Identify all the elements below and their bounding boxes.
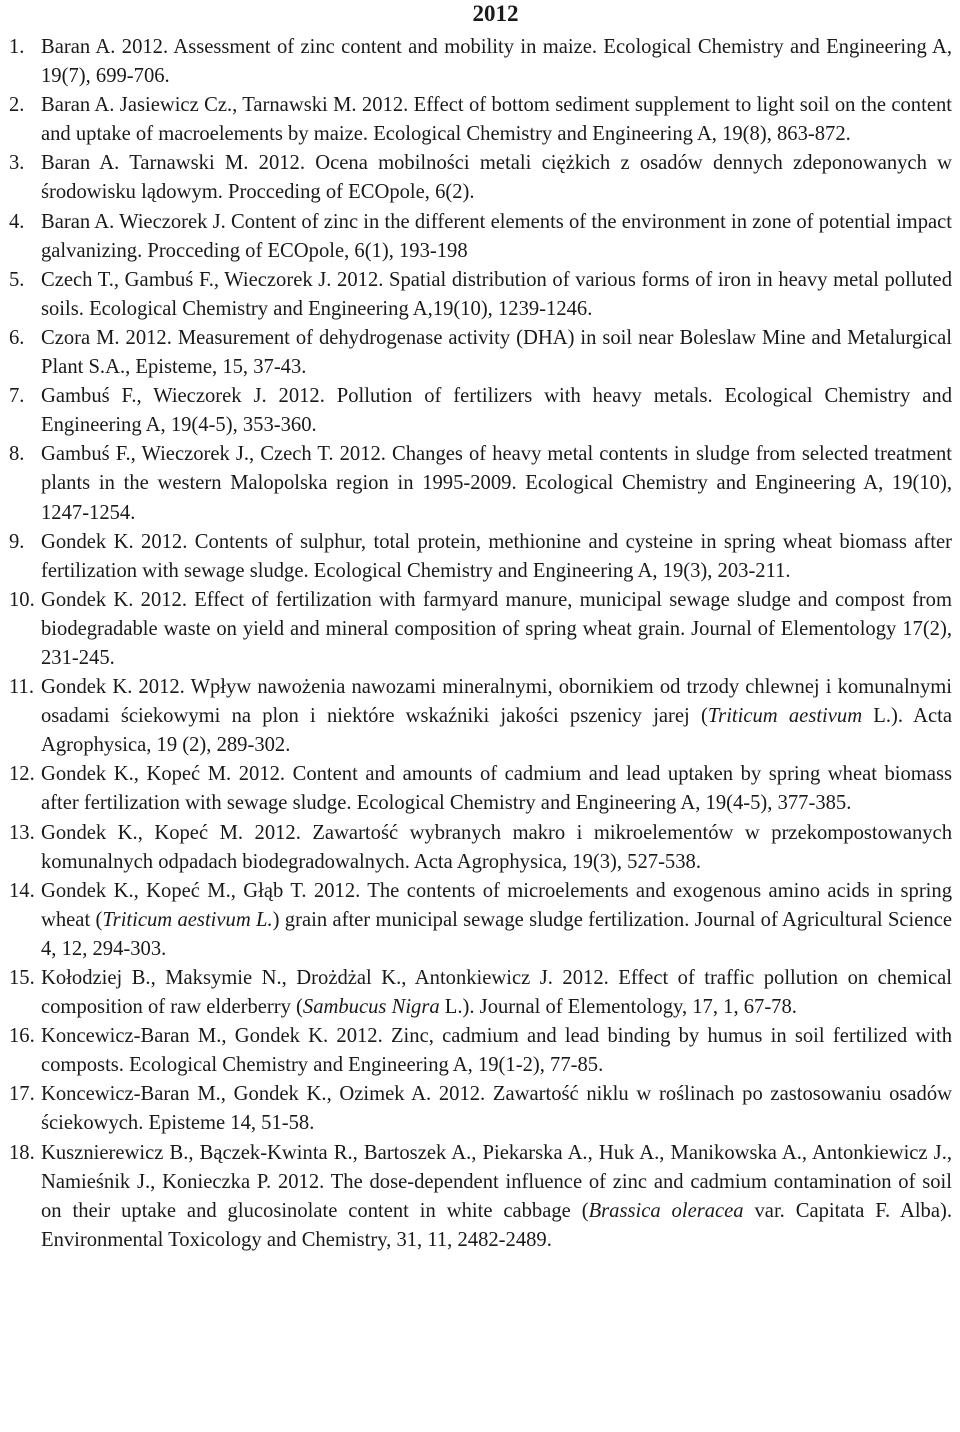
reference-text: Baran A. 2012. Assessment of zinc content and mobility in maize. Ecological Chemistry and Engineering A, 19(7), 699-706. (41, 36, 952, 88)
reference-number: 18. (9, 1141, 35, 1164)
species-name: Sambucus Nigra (302, 996, 440, 1019)
species-name: Triticum aestivum L. (102, 908, 273, 931)
reference-number: 12. (9, 763, 35, 786)
reference-item (9, 382, 952, 440)
reference-text: Koncewicz-Baran M., Gondek K. 2012. Zinc, cadmium and lead binding by humus in soil fertilized with composts. Ecological Chemistry and Engineering A, 19(1-2), 77-85. (41, 1025, 952, 1077)
reference-text: Gambuś F., Wieczorek J., Czech T. 2012. Changes of heavy metal contents in sludge from selected treatment plants in the western Malopolska region in 1995-2009. Ecological Chemistry and Engineering A, 19(10), 1247-1254. (41, 443, 952, 524)
species-name: Brassica oleracea (588, 1199, 744, 1222)
reference-text: Gondek K. 2012. Effect of fertilization with farmyard manure, municipal sewage sludge and compost from biodegradable waste on yield and mineral composition of spring wheat grain. Journal of Elementology 17(2), 231-245. (41, 588, 952, 669)
reference-number: 14. (9, 879, 35, 902)
reference-item (9, 208, 952, 266)
reference-item (9, 440, 952, 527)
reference-item (9, 91, 952, 149)
reference-number: 13. (9, 821, 35, 844)
reference-text-end: L.). Acta Agrophysica, 19 (2), 289-302. (41, 705, 952, 757)
reference-item (9, 964, 952, 1022)
reference-item (9, 266, 952, 324)
reference-text-start: Kołodziej B., Maksymie N., Drożdżal K., Antonkiewicz J. 2012. Effect of traffic pollution on chemical composition of raw elderberry ( (41, 967, 952, 1019)
reference-item (9, 819, 952, 877)
species-name: Triticum aestivum (707, 705, 863, 728)
reference-text: Koncewicz-Baran M., Gondek K., Ozimek A. 2012. Zawartość niklu w roślinach po zastosowaniu osadów ściekowych. Episteme 14, 51-58. (41, 1083, 952, 1135)
reference-item (9, 528, 952, 586)
reference-number: 10. (9, 588, 35, 611)
reference-number: 2. (9, 94, 25, 117)
reference-item (9, 149, 952, 207)
reference-text: Czech T., Gambuś F., Wieczorek J. 2012. Spatial distribution of various forms of iron in heavy metal polluted soils. Ecological Chemistry and Engineering A,19(10), 1239-1246. (41, 268, 952, 320)
reference-item (9, 324, 952, 382)
reference-item (9, 877, 952, 964)
reference-list (9, 33, 952, 1255)
reference-text: Gondek K., Kopeć M. 2012. Zawartość wybranych makro i mikroelementów w przekompostowanych komunalnych odpadach biodegradowalnych. Acta Agrophysica, 19(3), 527-538. (41, 821, 952, 873)
reference-text-start: Gondek K. 2012. Wpływ nawożenia nawozami mineralnymi, obornikiem od trzody chlewnej i komunalnymi osadami ściekowymi na plon i niektóre wskaźniki jakości pszenicy jarej ( (41, 676, 952, 728)
year-heading: 2012 (472, 1, 519, 26)
reference-item (9, 586, 952, 673)
reference-item (9, 1080, 952, 1138)
reference-text: Gambuś F., Wieczorek J. 2012. Pollution of fertilizers with heavy metals. Ecological Chemistry and Engineering A, 19(4-5), 353-360. (41, 385, 952, 437)
reference-text: Gondek K., Kopeć M. 2012. Content and amounts of cadmium and lead uptaken by spring wheat biomass after fertilization with sewage sludge. Ecological Chemistry and Engineering A, 19(4-5), 377-385. (41, 763, 952, 815)
reference-item (9, 1022, 952, 1080)
reference-item (9, 1139, 952, 1255)
reference-item (9, 673, 952, 760)
reference-number: 3. (9, 152, 25, 175)
reference-number: 15. (9, 967, 35, 989)
reference-number: 8. (9, 443, 25, 466)
reference-text-start: Gondek K., Kopeć M., Głąb T. 2012. The contents of microelements and exogenous amino acids in spring wheat ( (41, 879, 952, 931)
reference-number: 9. (9, 530, 25, 553)
reference-text-start: Kusznierewicz B., Bączek-Kwinta R., Bartoszek A., Piekarska A., Huk A., Manikowska A., Antonkiewicz J., Namieśnik J., Konieczka P. 2012. The dose-dependent influence of zinc and cadmium contamination of soil on their uptake and glucosinolate content in white cabbage ( (41, 1141, 952, 1222)
reference-item (9, 760, 952, 818)
reference-text-end: var. Capitata F. Alba). Environmental Toxicology and Chemistry, 31, 11, 2482-2489. (41, 1199, 952, 1251)
reference-item (9, 33, 952, 91)
reference-text: Baran A. Tarnawski M. 2012. Ocena mobilności metali ciężkich z osadów dennych zdeponowanych w środowisku lądowym. Procceding of ECOpole, 6(2). (41, 152, 952, 204)
reference-text-end: ) grain after municipal sewage sludge fertilization. Journal of Agricultural Science 4, 12, 294-303. (41, 908, 952, 960)
reference-text: Czora M. 2012. Measurement of dehydrogenase activity (DHA) in soil near Boleslaw Mine and Metalurgical Plant S.A., Episteme, 15, 37-43. (41, 326, 952, 379)
reference-text-end: L.). Journal of Elementology, 17, 1, 67-78. (439, 996, 797, 1019)
reference-number: 1. (9, 36, 25, 58)
reference-number: 4. (9, 210, 25, 233)
reference-number: 6. (9, 326, 25, 349)
reference-text: Baran A. Jasiewicz Cz., Tarnawski M. 2012. Effect of bottom sediment supplement to light soil on the content and uptake of macroelements by maize. Ecological Chemistry and Engineering A, 19(8), 863-872. (41, 94, 952, 146)
reference-number: 16. (9, 1025, 35, 1048)
reference-number: 17. (9, 1083, 35, 1106)
reference-number: 5. (9, 268, 25, 291)
reference-text: Baran A. Wieczorek J. Content of zinc in the different elements of the environment in zone of potential impact galvanizing. Procceding of ECOpole, 6(1), 193-198 (41, 210, 952, 262)
reference-text: Gondek K. 2012. Contents of sulphur, total protein, methionine and cysteine in spring wheat biomass after fertilization with sewage sludge. Ecological Chemistry and Engineering A, 19(3), 203-211. (41, 530, 952, 582)
reference-number: 7. (9, 385, 25, 408)
reference-number: 11. (9, 676, 34, 699)
